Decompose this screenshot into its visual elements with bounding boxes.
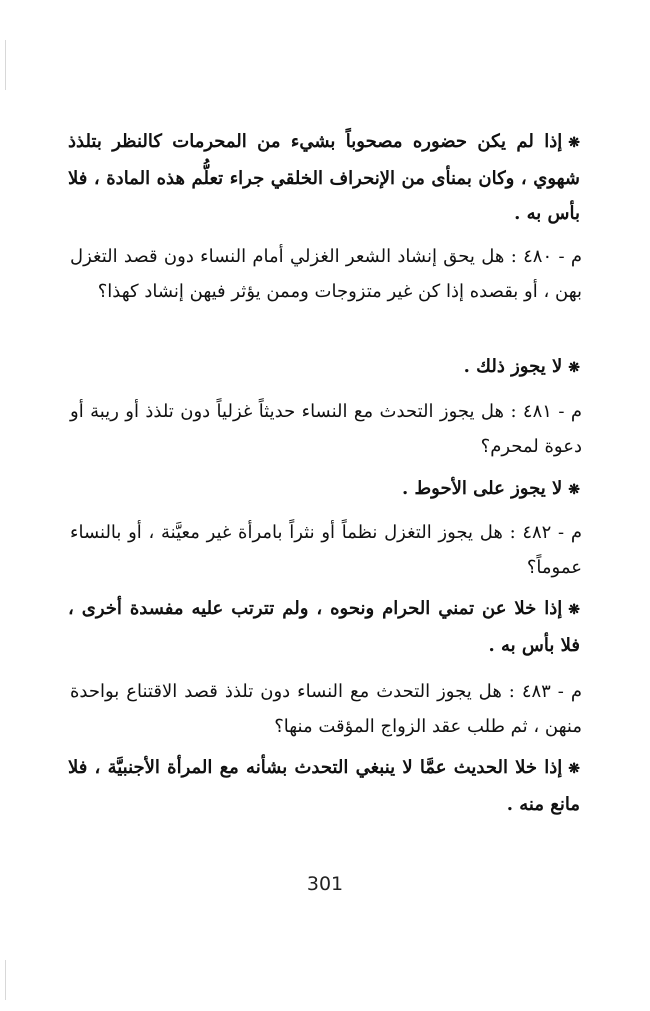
asterisk-icon: ❋	[568, 761, 580, 777]
answer-text-482: إذا خلا عن تمني الحرام ونحوه ، ولم تترتب عليه مفسدة أخرى ، فلا بأس به .	[68, 598, 580, 656]
question-480	[70, 239, 582, 309]
question-number-480: م - ٤٨٠ :	[510, 246, 582, 267]
question-number-483: م - ٤٨٣ :	[508, 681, 582, 702]
question-number-482: م - ٤٨٢ :	[509, 522, 582, 543]
page-edge-mark	[5, 40, 6, 90]
question-text-481: هل يجوز التحدث مع النساء حديثاً غزلياً دون تلذذ أو ريبة أو دعوة لمحرم؟	[70, 401, 582, 457]
answer-text-480: لا يجوز ذلك .	[463, 356, 563, 377]
answer-block-480	[68, 349, 580, 386]
answer-block-481	[68, 471, 580, 508]
question-481	[70, 394, 582, 464]
asterisk-icon: ❋	[568, 135, 580, 151]
answer-text-1: إذا لم يكن حضوره مصحوباً بشيء من المحرمات كالنظر بتلذذ شهوي ، وكان بمنأى من الإنحراف الخلقي جراء تعلُّم هذه المادة ، فلا بأس به .	[68, 131, 580, 224]
asterisk-icon: ❋	[568, 602, 580, 618]
asterisk-icon: ❋	[568, 482, 580, 498]
answer-text-483: إذا خلا الحديث عمَّا لا ينبغي التحدث بشأنه مع المرأة الأجنبيَّة ، فلا مانع منه .	[68, 757, 580, 815]
answer-block-482	[68, 591, 580, 663]
question-text-480: هل يحق إنشاد الشعر الغزلي أمام النساء دون قصد التغزل بهن ، أو بقصده إذا كن غير متزوجات وممن يؤثر فيهن إنشاد كهذا؟	[70, 246, 582, 302]
question-text-482: هل يجوز التغزل نظماً أو نثراً بامرأة غير معيَّنة ، أو بالنساء عموماً؟	[70, 522, 582, 578]
question-483	[70, 674, 582, 744]
answer-block-1	[68, 124, 580, 231]
answer-text-481: لا يجوز على الأحوط .	[402, 478, 563, 499]
question-text-483: هل يجوز التحدث مع النساء دون تلذذ قصد الاقتناع بواحدة منهن ، ثم طلب عقد الزواج المؤقت منها؟	[70, 681, 582, 737]
page-number: 301	[306, 873, 344, 895]
asterisk-icon: ❋	[568, 360, 580, 376]
answer-block-483	[68, 750, 580, 822]
question-482	[70, 515, 582, 585]
page-edge-mark	[5, 960, 6, 1000]
question-number-481: م - ٤٨١ :	[510, 401, 582, 422]
